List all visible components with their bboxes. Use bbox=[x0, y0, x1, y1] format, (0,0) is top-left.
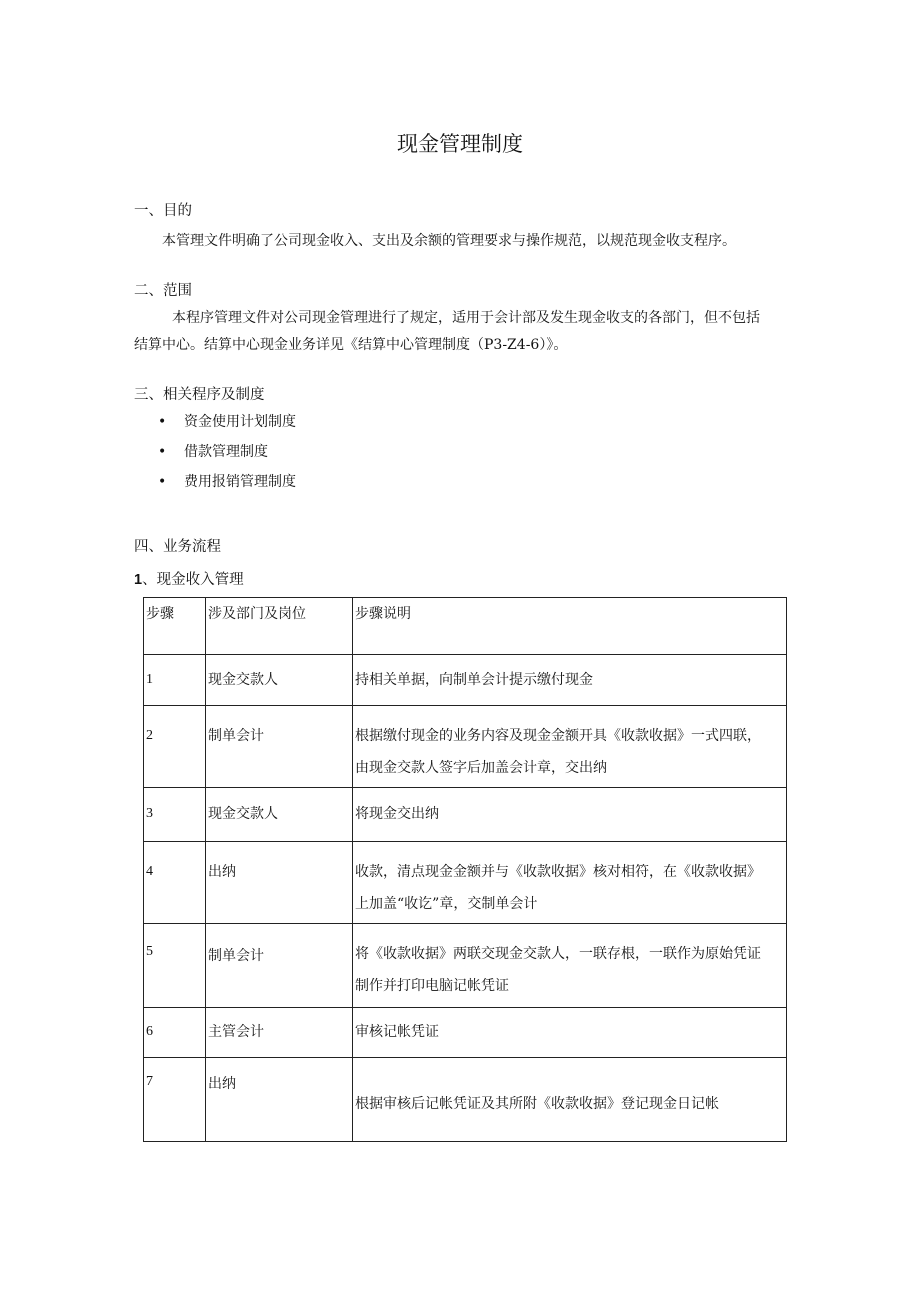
related-list-item bbox=[158, 411, 296, 431]
table-header-desc: 步骤说明 bbox=[353, 598, 787, 655]
section-text-scope-line1: 本程序管理文件对公司现金管理进行了规定，适用于会计部及发生现金收支的各部门，但不包括 bbox=[172, 310, 760, 326]
step-desc-line: 制作并打印电脑记帐凭证 bbox=[355, 978, 509, 994]
step-number: 7 bbox=[144, 1058, 206, 1142]
step-desc bbox=[353, 706, 787, 788]
section-text-purpose: 本管理文件明确了公司现金收入、支出及余额的管理要求与操作规范，以规范现金收支程序。 bbox=[162, 233, 736, 249]
related-list-item-label: 费用报销管理制度 bbox=[184, 474, 296, 490]
step-dept: 制单会计 bbox=[206, 924, 353, 1008]
step-number: 6 bbox=[144, 1008, 206, 1058]
step-dept: 制单会计 bbox=[206, 706, 353, 788]
table-row bbox=[144, 788, 787, 842]
step-desc: 审核记帐凭证 bbox=[353, 1008, 787, 1058]
bullet-icon: • bbox=[158, 474, 167, 490]
step-number: 1 bbox=[144, 655, 206, 706]
step-number: 5 bbox=[144, 924, 206, 1008]
table-row bbox=[144, 1008, 787, 1058]
bullet-icon: • bbox=[158, 444, 167, 460]
related-list-item-label: 借款管理制度 bbox=[184, 444, 268, 460]
section-heading-process: 四、业务流程 bbox=[134, 539, 221, 555]
step-dept: 现金交款人 bbox=[206, 655, 353, 706]
section-text-scope-line2: 结算中心。结算中心现金业务详见《结算中心管理制度（P3-Z4-6）》。 bbox=[134, 337, 568, 353]
page-title: 现金管理制度 bbox=[397, 132, 523, 156]
step-desc-line: 收款，清点现金金额并与《收款收据》核对相符，在《收款收据》 bbox=[355, 864, 761, 880]
table-row bbox=[144, 706, 787, 788]
step-desc-line: 由现金交款人签字后加盖会计章，交出纳 bbox=[355, 760, 607, 776]
section-heading-purpose: 一、目的 bbox=[134, 203, 192, 219]
step-number: 4 bbox=[144, 842, 206, 924]
step-desc: 根据审核后记帐凭证及其所附《收款收据》登记现金日记帐 bbox=[353, 1058, 787, 1142]
step-dept: 出纳 bbox=[206, 1058, 353, 1142]
table-header-step: 步骤 bbox=[144, 598, 206, 655]
step-dept: 主管会计 bbox=[206, 1008, 353, 1058]
table-row bbox=[144, 842, 787, 924]
subsection-heading-cash-income bbox=[134, 568, 244, 589]
subsection-title: 、现金收入管理 bbox=[142, 572, 244, 588]
step-desc bbox=[353, 842, 787, 924]
related-list-item-label: 资金使用计划制度 bbox=[184, 414, 296, 430]
table-header-dept: 涉及部门及岗位 bbox=[206, 598, 353, 655]
table-row bbox=[144, 1058, 787, 1142]
step-dept: 现金交款人 bbox=[206, 788, 353, 842]
table-row bbox=[144, 924, 787, 1008]
step-number: 2 bbox=[144, 706, 206, 788]
table-header-row bbox=[144, 598, 787, 655]
step-desc-line: 根据缴付现金的业务内容及现金金额开具《收款收据》一式四联， bbox=[355, 728, 761, 744]
cash-income-steps-table bbox=[143, 597, 787, 1142]
step-number: 3 bbox=[144, 788, 206, 842]
step-desc-line: 上加盖“收讫”章，交制单会计 bbox=[355, 896, 538, 912]
bullet-icon: • bbox=[158, 414, 167, 430]
step-desc-line: 将《收款收据》两联交现金交款人，一联存根，一联作为原始凭证 bbox=[355, 946, 761, 962]
step-desc: 将现金交出纳 bbox=[353, 788, 787, 842]
step-dept: 出纳 bbox=[206, 842, 353, 924]
section-heading-related: 三、相关程序及制度 bbox=[134, 387, 265, 403]
step-desc bbox=[353, 924, 787, 1008]
subsection-number: 1 bbox=[134, 572, 143, 588]
related-list-item bbox=[158, 441, 268, 461]
section-heading-scope: 二、范围 bbox=[134, 283, 192, 299]
related-list-item bbox=[158, 471, 296, 491]
step-desc: 持相关单据，向制单会计提示缴付现金 bbox=[353, 655, 787, 706]
table-row bbox=[144, 655, 787, 706]
